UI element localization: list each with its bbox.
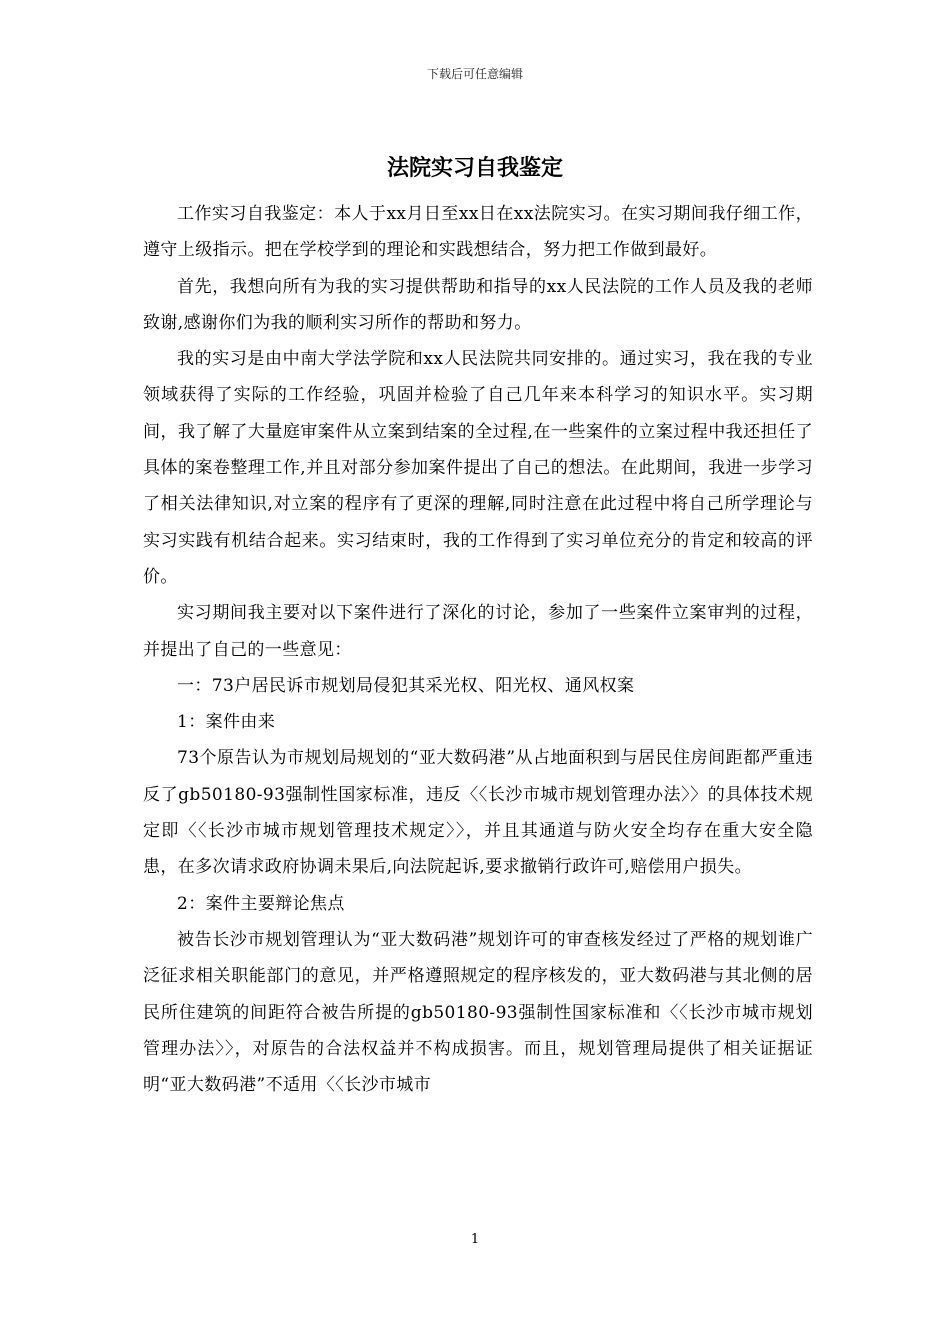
heading-case-one: 一：73户居民诉市规划局侵犯其采光权、阳光权、通风权案 [177,675,635,696]
document-body [143,196,813,1103]
paragraph-case-origin: 73个原告认为市规划局规划的“亚大数码港”从占地面积到与居民住房间距都严重违反了gb50180-93强制性国家标准，违反〈〈长沙市城市规划管理办法〉〉的具体技术规定即〈〈长沙市城市规划管理技术规定〉〉，并且其通道与防火安全均存在重大安全隐患，在多次请求政府协调未果后,向法院起诉,要求撤销行政许可,赔偿用户损失。 [143,748,813,878]
paragraph-internship-summary: 我的实习是由中南大学法学院和xx人民法院共同安排的。通过实习，我在我的专业领域获得了实际的工作经验，巩固并检验了自己几年来本科学习的知识水平。实习期间，我了解了大量庭审案件从立案到结案的全过程,在一些案件的立案过程中我还担任了具体的案卷整理工作,并且对部分参加案件提出了自己的想法。在此期间，我进一步学习了相关法律知识,对立案的程序有了更深的理解,同时注意在此过程中将自己所学理论与实习实践有机结合起来。实习结束时，我的工作得到了实习单位充分的肯定和较高的评价。 [143,349,813,587]
subheading-case-focus: 2：案件主要辩论焦点 [177,893,345,914]
page-header: 下载后可任意编辑 [426,67,523,81]
paragraph-thanks: 首先，我想向所有为我的实习提供帮助和指导的xx人民法院的工作人员及我的老师致谢,感谢你们为我的顺利实习所作的帮助和努力。 [143,276,813,333]
page-number: 1 [470,1232,480,1247]
paragraph-cases-intro: 实习期间我主要对以下案件进行了深化的讨论，参加了一些案件立案审判的过程，并提出了自己的一些意见： [143,603,813,660]
subheading-case-origin: 1：案件由来 [177,712,276,733]
paragraph-intro: 工作实习自我鉴定：本人于xx月日至xx日在xx法院实习。在实习期间我仔细工作，遵守上级指示。把在学校学到的理论和实践想结合，努力把工作做到最好。 [143,204,813,261]
document-title: 法院实习自我鉴定 [386,156,563,181]
paragraph-case-focus: 被告长沙市规划管理认为“亚大数码港”规划许可的审查核发经过了严格的规划谁广泛征求相关职能部门的意见，并严格遵照规定的程序核发的，亚大数码港与其北侧的居民所住建筑的间距符合被告所提的gb50180-93强制性国家标准和〈〈长沙市城市规划管理办法〉〉，对原告的合法权益并不构成损害。而且，规划管理局提供了相关证据证明“亚大数码港”不适用〈〈长沙市城市 [143,929,813,1096]
